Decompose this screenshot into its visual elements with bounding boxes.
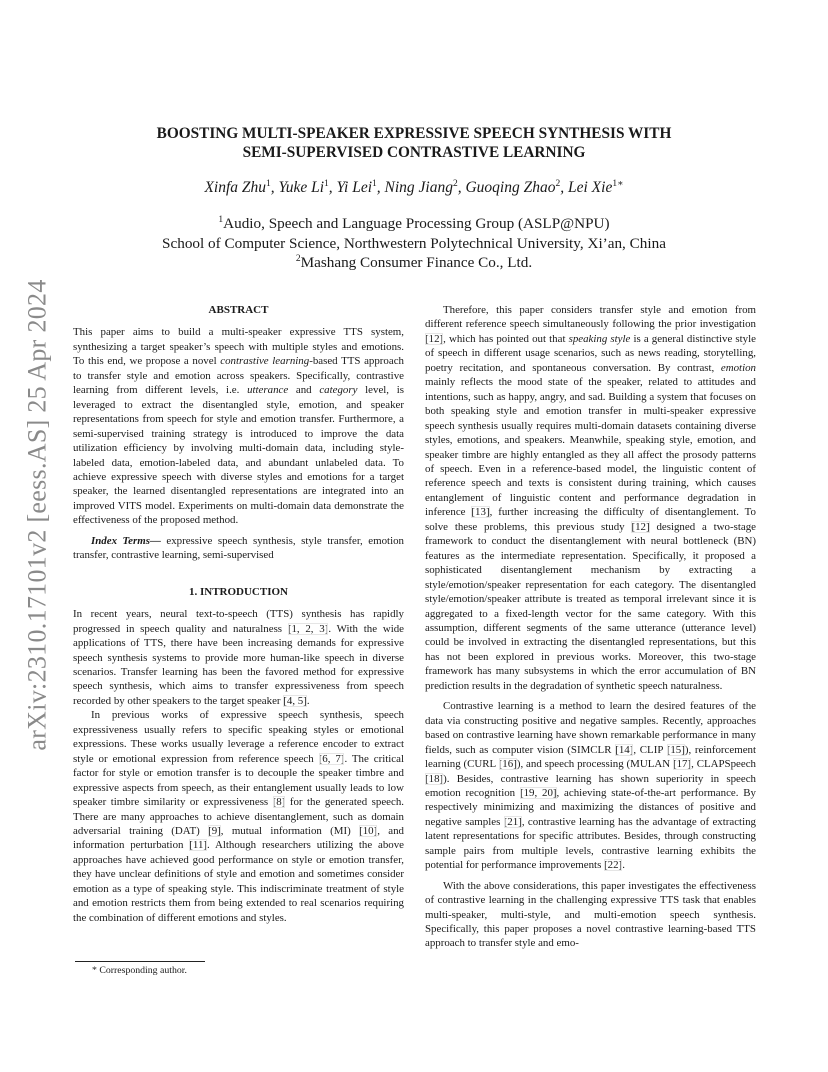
citation-link[interactable]: [22] — [604, 859, 623, 872]
emphasis: speaking style — [568, 332, 631, 345]
citation-link[interactable]: [4, 5] — [283, 694, 307, 707]
right-column — [425, 303, 756, 951]
left-column — [73, 303, 404, 925]
right-paragraph-1: Therefore, this paper considers transfer style and emotion from different reference speech simultaneously following the prior investigation [12], which has pointed out that speaking style is a general distinctive style of speech in different usage scenarios, such as news reading, storytelling, poetry recitation, and spontaneous conversation. By contrast, emotion mainly reflects the mood state of the speaker, related to attitudes and intentions, such as happy, angry, and sad. Building a system that focuses on both speaking style and emotion transfer in multi-speaker expressive speech synthesis usually requires multi-domain datasets containing diverse styles, emotions, and speakers. Meanwhile, speaking style, emotion, and speaker timbre are highly entangled as they all affect the prosody patterns of speech. Even in a reference-based model, the linguistic content of reference speech and texts is consistent during training, which causes entanglement of linguistic content and performance degradation in inference [13], further increasing the difficulty of disentanglement. To solve these problems, this previous study [12] designed a two-stage framework to conduct the disentanglement with neural bottleneck (BN) features as the intermediate representation. Specifically, it proposed a sophisticated disentanglement mechanism by extracting a style/emotion/speaker representation for each category. The disentangled style/emotion/speaker attribute is treated as temporal irrelevant since it is aggregated to a fixed-length vector for the same category. With this assumption, different segments of the same utterance (utterance level) could be involved in extracting the disentangled representations, but this has not been explored in previous works. Moreover, this two-stage framework has many subsystems in which the error accumulation of BN prediction results in the degradation of synthetic speech naturalness. — [425, 304, 756, 692]
affil-mark: 1 — [218, 214, 224, 225]
emphasis: utterance — [247, 384, 289, 397]
author-name: Ning Jiang — [384, 179, 453, 196]
citation-link[interactable]: [13] — [471, 506, 490, 519]
affiliations — [60, 214, 768, 273]
citation-link[interactable]: [19, 20] — [519, 786, 557, 799]
citation-link[interactable]: [14] — [615, 743, 634, 756]
author-affil-mark: 2 — [555, 178, 561, 189]
citation-link[interactable]: [21] — [503, 815, 522, 828]
emphasis: contrastive learning — [220, 355, 310, 368]
abstract-heading: ABSTRACT — [208, 304, 269, 316]
affiliation-1 — [60, 214, 768, 234]
paper-title — [60, 124, 768, 162]
index-terms-label: Index Terms— — [91, 534, 161, 547]
footnote-divider — [75, 961, 205, 962]
author-affil-mark: 1∗ — [612, 178, 624, 189]
author-name: Yi Lei — [336, 179, 373, 196]
citation-link[interactable]: [10] — [359, 824, 378, 837]
citation-link[interactable]: [15] — [666, 743, 685, 756]
emphasis: emotion — [720, 361, 756, 374]
author-name: Lei Xie — [567, 179, 613, 196]
citation-link[interactable]: [1, 2, 3] — [287, 622, 329, 635]
arxiv-identifier-text: arXiv:2310.17101v2 [eess.AS] 25 Apr 2024 — [23, 279, 53, 751]
author-affil-mark: 1 — [324, 178, 329, 189]
intro-paragraph-2: In previous works of expressive speech synthesis, speech expressiveness usually refers to specific speaking styles or emotional expressions. These works usually leverage a reference encoder to extract style or emotional expression from reference speech [6, 7]. The critical factor for style or emotion transfer is to decouple the speaker timbre and expressive aspects from speech, as their entanglement usually leads to low speaker timbre similarity or expressiveness [8] for the generated speech. There are many approaches to achieve disentanglement, such as domain adversarial training (DAT) [9], mutual information (MI) [10], and information perturbation [11]. Although researchers utilizing the above approaches have achieved good performance on style or emotion transfer, they have unclear definitions of style and emotion and sometimes consider emotion as a type of speaking style. This indiscriminate treatment of style and emotion restricts them from being extended to real scenarios requiring the combination of different emotions and styles. — [73, 709, 404, 924]
affiliation-2-text: Mashang Consumer Finance Co., Ltd. — [300, 254, 533, 271]
author-list: Xinfa Zhu$^1$, Yuke Li$^1$, Yi Lei$^1$, Ning Jiang$^2$, Guoqing Zhao$^2$, Lei Xie$^{1∗}$ — [204, 178, 624, 196]
index-terms — [73, 534, 404, 563]
affiliation-2 — [60, 253, 768, 273]
abstract-text: This paper aims to build a multi-speaker expressive TTS system, synthesizing a target speaker’s speech with multiple styles and emotions. To this end, we propose a novel contrastive learning-based TTS approach to transfer style and emotion across speakers. Specifically, contrastive learning from different levels, i.e. utterance and category level, is leveraged to extract the disentangled style, emotion, and speaker representations from speech for style and emotion transfer. Furthermore, a semi-supervised training strategy is introduced to improve the data utilization efficiency by involving multi-domain data, including style-labeled data, emotion-labeled data, and abundant unlabeled data. To achieve expressive speech with diverse styles and emotions for a target speaker, the learned disentangled representations are integrated into an improved VITS model. Experiments on multi-domain data demonstrate the effectiveness of the proposed method. — [73, 326, 404, 527]
citation-link[interactable]: [6, 7] — [318, 752, 345, 765]
affiliation-1-text: Audio, Speech and Language Processing Group (ASLP@NPU) — [223, 215, 610, 232]
right-paragraph-2: Contrastive learning is a method to learn the desired features of the data via constructing positive and negative samples. Recently, approaches based on contrastive learning have shown remarkable performance in many fields, such as computer vision (SIMCLR [14], CLIP [15]), reinforcement learning (CURL [16]), and speech processing (MULAN [17], CLAPSpeech [18]). Besides, contrastive learning has shown superiority in speech emotion recognition [19, 20], achieving state-of-the-art performance. By respectively minimizing and maximizing the distances of positive and negative samples [21], contrastive learning has the advantage of extracting latent representations for specific attributes. Besides, through constructing sample pairs from multiple levels, contrastive learning exhibits the potential for performance improvements [22]. — [425, 700, 756, 872]
title-line-1: BOOSTING MULTI-SPEAKER EXPRESSIVE SPEECH SYNTHESIS WITH — [156, 125, 672, 142]
intro-paragraph-1: In recent years, neural text-to-speech (TTS) synthesis has rapidly progressed in speech quality and naturalness [1, 2, 3]. With the wide applications of TTS, there have been increasing demands for expressive speech synthesis systems to provide more human-like speech in diverse scenarios. Transfer learning has been the favored method for expressive speech synthesis, which aims to transfer expressiveness from speech recorded by other speakers to the target speaker [4, 5]. — [73, 608, 404, 707]
arxiv-identifier — [22, 280, 54, 750]
index-terms-text: expressive speech synthesis, style transfer, emotion transfer, contrastive learning, semi-supervised — [73, 534, 404, 562]
citation-link[interactable]: [9] — [208, 824, 221, 837]
citation-link[interactable]: [16] — [498, 758, 517, 771]
citation-link[interactable]: [18] — [425, 772, 444, 785]
citation-link[interactable]: [12] — [631, 520, 650, 533]
affil-mark: 2 — [295, 253, 301, 264]
citation-link[interactable]: [11] — [189, 839, 208, 852]
author-name: Yuke Li — [278, 179, 325, 196]
footnote: * Corresponding author. — [92, 965, 187, 976]
author-name: Xinfa Zhu — [204, 179, 267, 196]
emphasis: category — [319, 384, 358, 397]
author-affil-mark: 2 — [452, 178, 458, 189]
introduction-heading: 1. INTRODUCTION — [188, 585, 288, 598]
citation-link[interactable]: [12] — [425, 332, 444, 345]
citation-link[interactable]: [8] — [272, 796, 286, 809]
right-paragraph-3: With the above considerations, this paper investigates the effectiveness of contrastive learning in the challenging expressive TTS task that enables multi-speaker, multi-style, and multi-emotion speech synthesis. Specifically, this paper proposes a novel contrastive learning-based TTS approach to transfer style and emo- — [425, 879, 756, 950]
citation-link[interactable]: [17] — [672, 758, 692, 771]
title-line-2: SEMI-SUPERVISED CONTRASTIVE LEARNING — [242, 144, 586, 161]
author-name: Guoqing Zhao — [465, 179, 556, 196]
author-affil-mark: 1 — [372, 178, 377, 189]
author-affil-mark: 1 — [266, 178, 271, 189]
affiliation-1-line-2: School of Computer Science, Northwestern Polytechnical University, Xi’an, China — [162, 234, 666, 252]
